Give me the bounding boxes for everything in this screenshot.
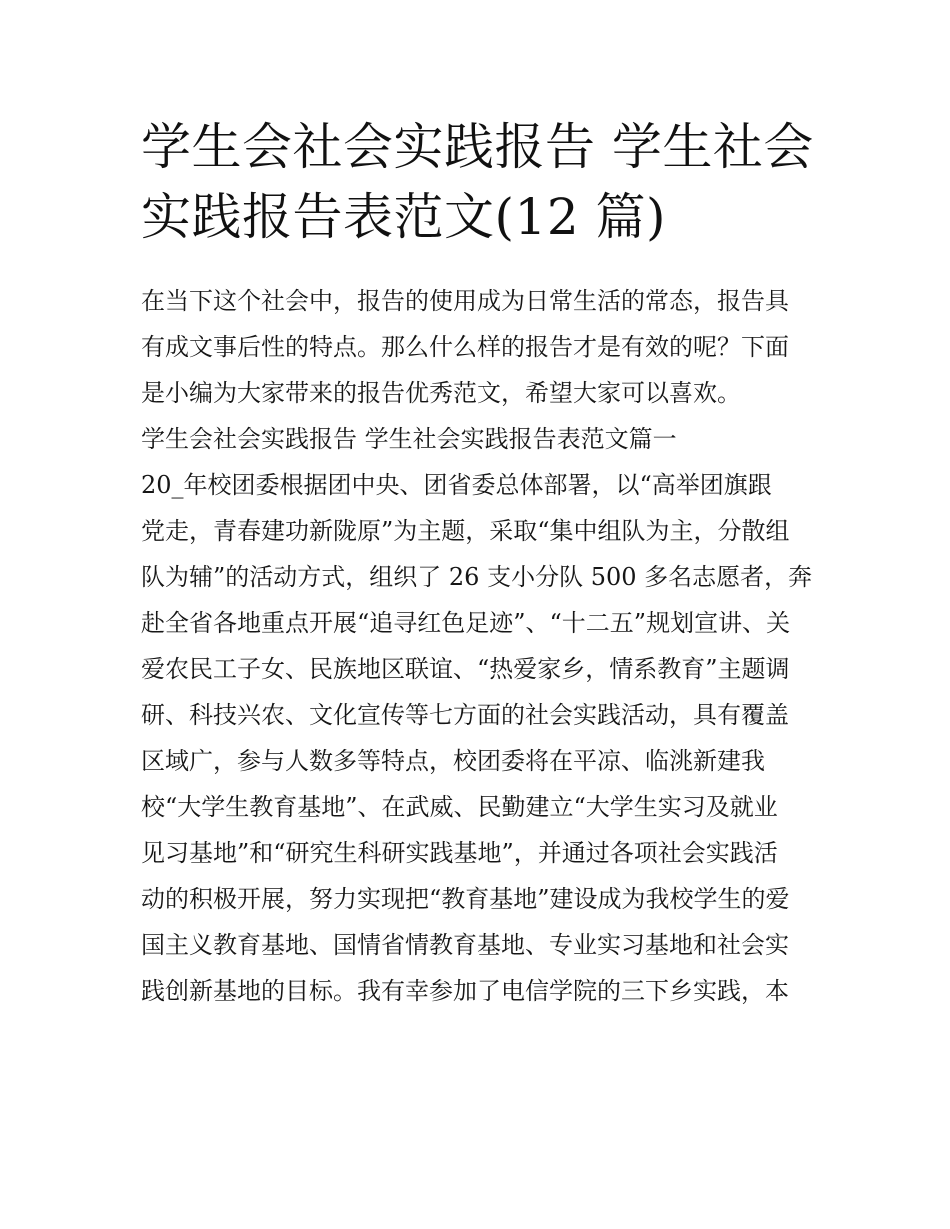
title-line: 学生会社会实践报告 学生社会 [141, 118, 814, 176]
body-line: 校“大学生教育基地”、在武威、民勤建立“大学生实习及就业 [141, 793, 778, 821]
intro-line: 是小编为大家带来的报告优秀范文，希望大家可以喜欢。 [141, 379, 741, 407]
intro-line: 在当下这个社会中，报告的使用成为日常生活的常态，报告具 [141, 287, 789, 315]
document-body [141, 278, 831, 1014]
section-heading: 学生会社会实践报告 学生社会实践报告表范文篇一 [141, 425, 677, 453]
body-line: 队为辅”的活动方式，组织了 26 支小分队 500 多名志愿者，奔 [141, 563, 813, 591]
body-line: 爱农民工子女、民族地区联谊、“热爱家乡，情系教育”主题调 [141, 655, 790, 683]
document-title [141, 112, 831, 252]
title-line: 实践报告表范文(12 篇) [141, 188, 667, 246]
body-line: 动的积极开展，努力实现把“教育基地”建设成为我校学生的爱 [141, 885, 790, 913]
intro-line: 有成文事后性的特点。那么什么样的报告才是有效的呢？下面 [141, 333, 789, 361]
body-line: 赴全省各地重点开展“追寻红色足迹”、“十二五”规划宣讲、关 [141, 609, 791, 637]
body-line: 研、科技兴农、文化宣传等七方面的社会实践活动，具有覆盖 [141, 701, 789, 729]
body-line: 区域广，参与人数多等特点，校团委将在平凉、临洮新建我 [141, 747, 765, 775]
body-line: 20_年校团委根据团中央、团省委总体部署，以“高举团旗跟 [141, 471, 772, 499]
body-line: 见习基地”和“研究生科研实践基地”，并通过各项社会实践活 [141, 839, 778, 867]
body-line: 党走，青春建功新陇原”为主题，采取“集中组队为主，分散组 [141, 517, 790, 545]
body-line: 践创新基地的目标。我有幸参加了电信学院的三下乡实践，本 [141, 977, 789, 1005]
body-line: 国主义教育基地、国情省情教育基地、专业实习基地和社会实 [141, 931, 789, 959]
